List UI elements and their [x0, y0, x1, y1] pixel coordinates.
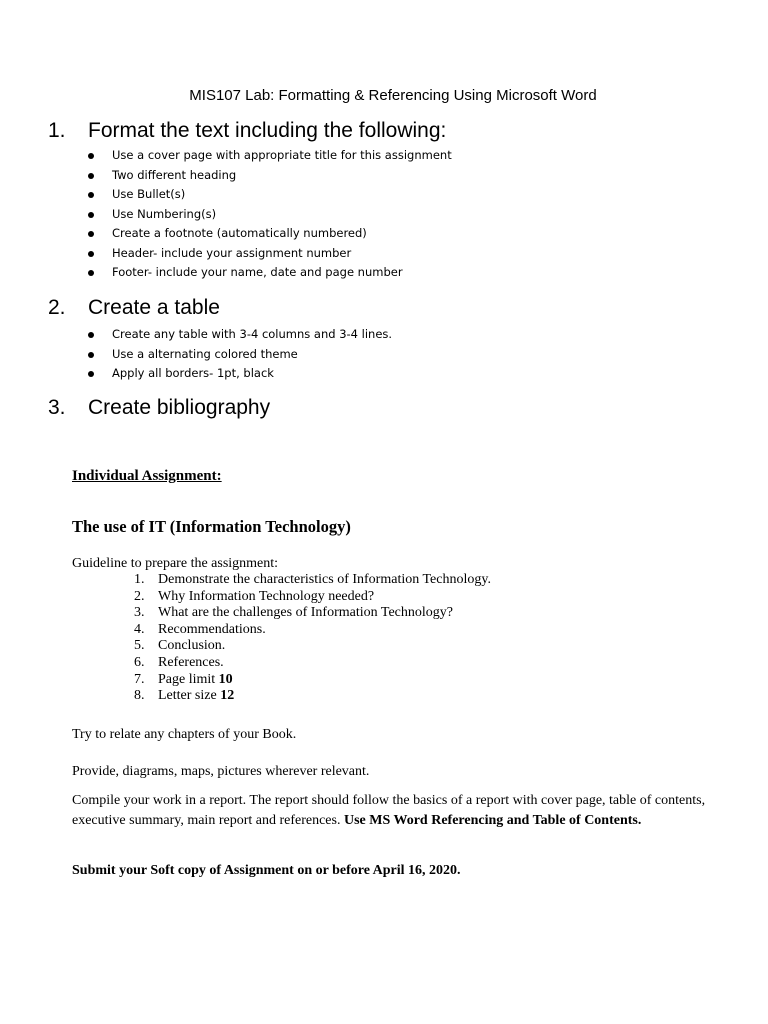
- list-item-text: Why Information Technology needed?: [158, 588, 375, 604]
- bullet-icon: [88, 371, 94, 377]
- list-item: [120, 605, 491, 622]
- guideline-list: [120, 572, 491, 705]
- list-number: 8.: [134, 688, 145, 704]
- list-item: [120, 638, 491, 655]
- list-item-text: Create any table with 3-4 columns and 3-4 lines.: [112, 327, 393, 341]
- bullet-icon: [88, 153, 94, 159]
- list-item: [86, 325, 392, 345]
- list-item: [86, 263, 452, 283]
- list-item-text: Page limit: [158, 671, 219, 687]
- list-item-text: Conclusion.: [158, 638, 226, 654]
- assignment-topic: The use of IT (Information Technology): [72, 517, 351, 536]
- format-bullet-list: [86, 146, 452, 283]
- bullet-icon: [88, 251, 94, 257]
- list-item-text: What are the challenges of Information Technology?: [158, 605, 453, 621]
- list-item: [120, 655, 491, 672]
- compile-text: Compile your work in a report. The report should follow the basics of a report with cover page, table of contents, executive summary, main report and references.: [72, 793, 706, 828]
- list-item-text: Use Bullet(s): [112, 187, 186, 201]
- list-item: [86, 205, 452, 225]
- list-number: 6.: [134, 654, 145, 670]
- list-item: [120, 589, 491, 606]
- list-number: 4.: [134, 621, 145, 637]
- list-number: 2.: [134, 588, 145, 604]
- compile-emphasis: Use MS Word Referencing and Table of Contents.: [343, 813, 642, 828]
- list-item: [86, 244, 452, 264]
- list-item-text: Create a footnote (automatically numbered): [112, 226, 367, 240]
- list-number: 1.: [134, 572, 145, 587]
- list-number: 5.: [134, 638, 145, 654]
- list-item-text: Footer- include your name, date and page number: [112, 265, 403, 279]
- list-item: [86, 224, 452, 244]
- list-item-text: Use a alternating colored theme: [112, 346, 298, 361]
- list-item: [86, 185, 452, 205]
- list-item: [86, 364, 392, 384]
- bullet-icon: [88, 352, 94, 358]
- list-item-text: Apply all borders- 1pt, black: [112, 366, 274, 380]
- list-item: [120, 572, 491, 589]
- section-title: Create bibliography: [88, 396, 271, 419]
- bullet-icon: [88, 212, 94, 218]
- list-item-text: Recommendations.: [158, 621, 266, 637]
- list-item-text: Header- include your assignment number: [112, 245, 352, 260]
- section-title: Format the text including the following:: [88, 119, 447, 142]
- bullet-icon: [88, 192, 94, 198]
- bullet-icon: [88, 231, 94, 237]
- section-number: 2.: [48, 296, 66, 319]
- page-limit-value: 10: [218, 671, 233, 687]
- section-heading-bibliography: [48, 395, 270, 421]
- table-bullet-list: [86, 325, 392, 384]
- compile-paragraph: [72, 791, 722, 831]
- list-number: 3.: [134, 605, 145, 621]
- section-heading-table: [48, 295, 220, 321]
- list-item: [120, 672, 491, 689]
- provide-paragraph: Provide, diagrams, maps, pictures wherever relevant.: [72, 764, 370, 779]
- section-number: 1.: [48, 119, 66, 142]
- list-item-text: References.: [158, 654, 224, 670]
- list-item-text: Letter size: [158, 688, 221, 704]
- list-item-text: Use a cover page with appropriate title for this assignment: [112, 148, 452, 162]
- list-item: [120, 622, 491, 639]
- list-item: [120, 688, 491, 705]
- list-item: [86, 345, 392, 365]
- assignment-heading: Individual Assignment:: [72, 468, 222, 484]
- list-item: [86, 166, 452, 186]
- list-item-text: Two different heading: [112, 167, 237, 182]
- section-number: 3.: [48, 396, 66, 419]
- section-title: Create a table: [88, 296, 220, 319]
- bullet-icon: [88, 270, 94, 276]
- list-item-text: Demonstrate the characteristics of Information Technology.: [158, 572, 491, 587]
- document-title: MIS107 Lab: Formatting & Referencing Using Microsoft Word: [189, 87, 597, 104]
- submit-paragraph: Submit your Soft copy of Assignment on or before April 16, 2020.: [72, 863, 461, 878]
- list-item-text: Use Numbering(s): [112, 206, 217, 221]
- section-heading-format: [48, 118, 446, 144]
- list-number: 7.: [134, 671, 145, 687]
- list-item: [86, 146, 452, 166]
- guideline-intro: Guideline to prepare the assignment:: [72, 556, 279, 571]
- letter-size-value: 12: [220, 688, 235, 704]
- bullet-icon: [88, 332, 94, 338]
- relate-paragraph: Try to relate any chapters of your Book.: [72, 727, 297, 742]
- bullet-icon: [88, 173, 94, 179]
